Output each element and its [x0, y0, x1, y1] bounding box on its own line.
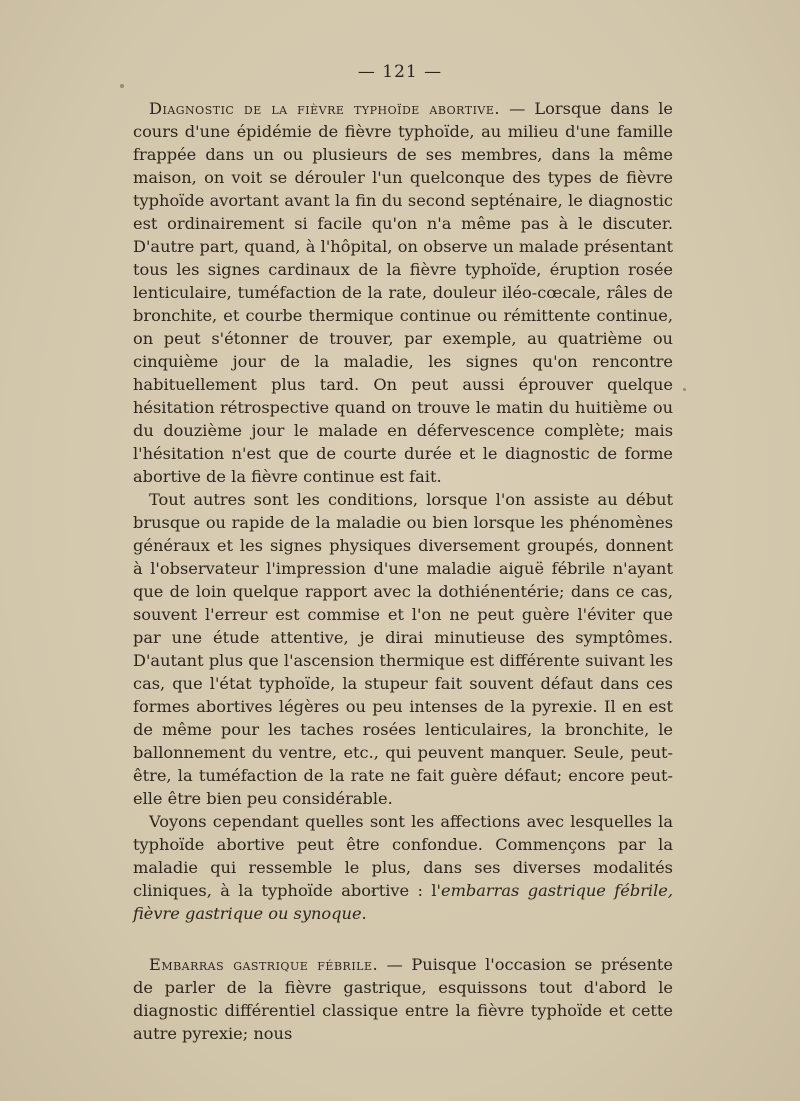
paper-speck — [683, 388, 686, 391]
paragraph-text: — Puisque l'occasion se présente de parler de la fièvre gastrique, esquissons tout d'abord le diagnostic différentiel classique entre la fièvre typhoïde et cette autre pyrexie; nous — [133, 955, 673, 1043]
paragraph — [133, 488, 673, 810]
page-number: — 121 — — [357, 62, 443, 82]
paragraph-text: . — [361, 904, 367, 923]
page-body — [133, 97, 673, 1045]
paragraph-text: — Lorsque dans le cours d'une épidémie de fièvre typhoïde, au milieu d'une famille frappée dans un ou plusieurs de ses membres, dans la même maison, on voit se dérouler l'un quelconque des types de fièvre typhoïde avortant avant la fin du second septénaire, le diagnostic est ordinairement si facile qu'on n'a même pas à le discuter. D'autre part, quand, à l'hôpital, on observe un malade présentant tous les signes cardinaux de la fièvre typhoïde, éruption rosée lenticulaire, tuméfaction de la rate, douleur iléo-cœcale, râles de bronchite, et courbe thermique continue ou rémittente continue, on peut s'étonner de trouver, par exemple, au quatrième ou cinquième jour de la maladie, les signes qu'on rencontre habituellement plus tard. On peut aussi éprouver quelque hésitation rétrospective quand on trouve le matin du huitième ou du douzième jour le malade en défervescence complète; mais l'hésitation n'est que de courte durée et le diagnostic de forme abortive de la fièvre continue est fait. — [133, 99, 673, 486]
italic-term: embarras gastrique fébrile, fièvre gastrique ou synoque — [133, 881, 674, 923]
section-gap — [133, 925, 673, 953]
section-heading: Embarras gastrique fébrile. — [149, 955, 379, 974]
paper-speck — [120, 84, 124, 88]
paragraph — [133, 97, 673, 488]
section-heading: Diagnostic de la fièvre typhoïde abortive. — [149, 99, 501, 118]
paragraph — [133, 810, 673, 925]
paragraph — [133, 953, 673, 1045]
paragraph-text: Tout autres sont les conditions, lorsque l'on assiste au début brusque ou rapide de la maladie ou bien lorsque les phénomènes généraux et les signes physiques diversement groupés, donnent à l'observateur l'impression d'une maladie aiguë fébrile n'ayant que de loin quelque rapport avec la dothiénentérie; dans ce cas, souvent l'erreur est commise et l'on ne peut guère l'éviter que par une étude attentive, je dirai minutieuse des symptômes. D'autant plus que l'ascension thermique est différente suivant les cas, que l'état typhoïde, la stupeur fait souvent défaut dans ces formes abortives légères ou peu intenses de la pyrexie. Il en est de même pour les taches rosées lenticulaires, la bronchite, le ballonnement du ventre, etc., qui peuvent manquer. Seule, peut-être, la tuméfaction de la rate ne fait guère défaut; encore peut-elle être bien peu considérable. — [133, 490, 673, 808]
paragraph-text: Voyons cependant quelles sont les affections avec lesquelles la typhoïde abortive peut être confondue. Commençons par la maladie qui ressemble le plus, dans ses diverses modalités cliniques, à la typhoïde abortive : l' — [133, 812, 673, 900]
